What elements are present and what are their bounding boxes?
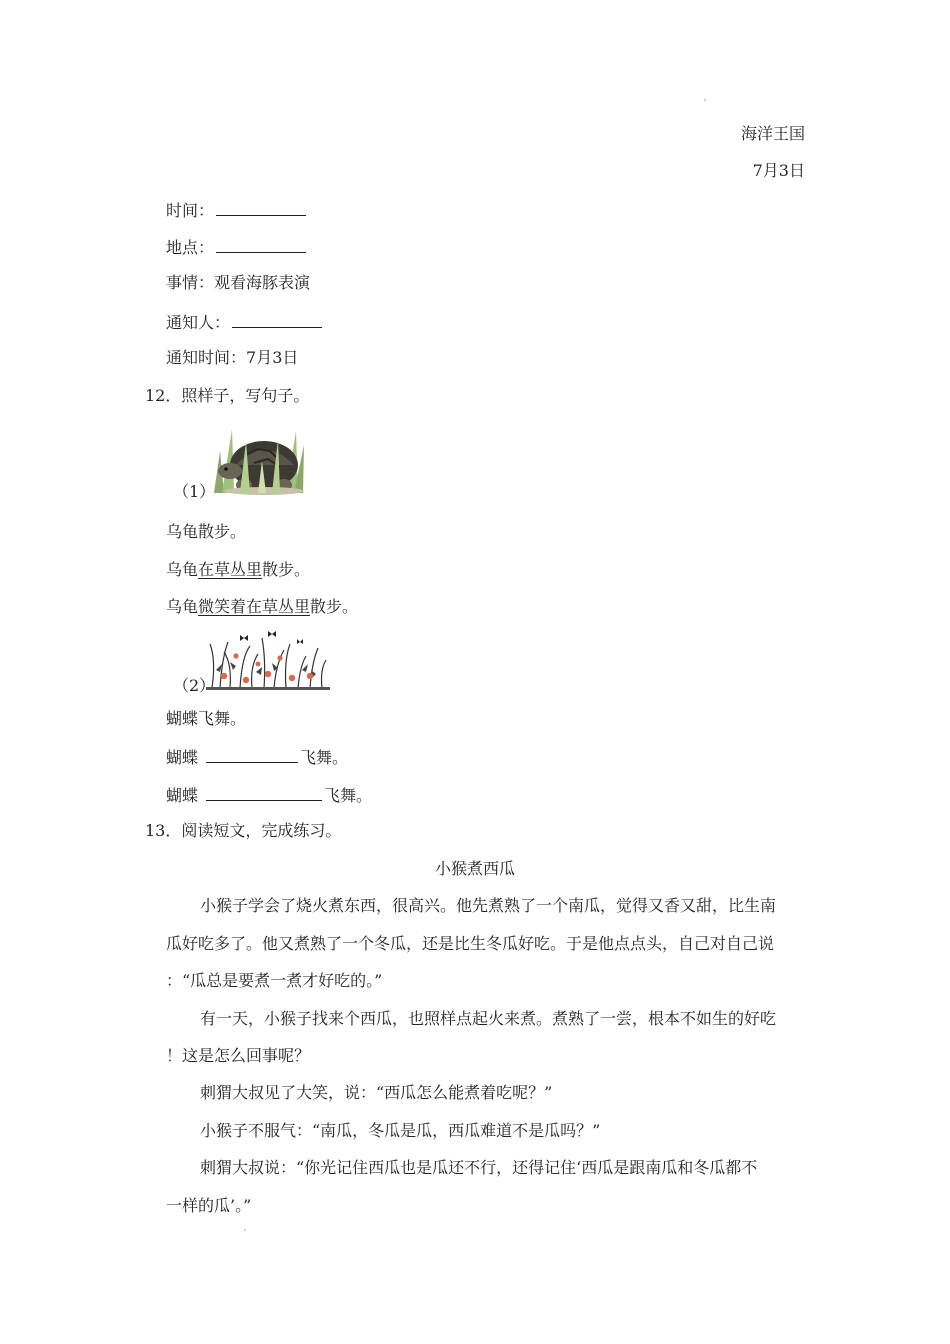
- q12-part1-sentence2: [166, 560, 310, 580]
- passage-title: 小猴煮西瓜: [434, 859, 515, 878]
- event-label: 事情：: [166, 273, 215, 292]
- notifier-label: 通知人：: [166, 313, 231, 332]
- q12-part2-number: （2）: [173, 676, 216, 695]
- scan-speck-2: [244, 1229, 246, 1231]
- sentence2-underlined: 在草丛里: [198, 560, 263, 579]
- butterfly-sentence3-verb: 飞舞。: [324, 786, 373, 805]
- q12-part1-number: （1）: [173, 482, 216, 501]
- place-blank[interactable]: [216, 236, 306, 253]
- butterfly-sentence3-subject: 蝴蝶: [166, 786, 199, 805]
- place-label: 地点：: [166, 238, 215, 257]
- passage-line-9: 一样的瓜’。”: [166, 1196, 252, 1215]
- notify-time-label: 通知时间：: [166, 348, 247, 367]
- q12-heading: 12．照样子，写句子。: [145, 386, 310, 405]
- passage-line-6: 刺猬大叔见了大笑，说：“西瓜怎么能煮着吃呢？”: [200, 1083, 553, 1102]
- butterfly-sentence2-blank[interactable]: [206, 746, 298, 763]
- time-row: [166, 199, 306, 221]
- butterfly-flowers-icon: [206, 630, 330, 690]
- time-blank[interactable]: [216, 199, 306, 216]
- passage-line-1: 小猴子学会了烧火煮东西，很高兴。他先煮熟了一个南瓜，觉得又香又甜，比生南: [200, 896, 777, 915]
- q12-part1-sentence1: 乌龟散步。: [166, 522, 247, 541]
- sentence3-subject: 乌龟: [166, 597, 199, 616]
- passage-line-4: 有一天，小猴子找来个西瓜，也照样点起火来煮。煮熟了一尝，根本不如生的好吃: [200, 1009, 777, 1028]
- sentence2-subject: 乌龟: [166, 560, 199, 579]
- butterfly-sentence2-subject: 蝴蝶: [166, 748, 199, 767]
- q12-part2-sentence2: [166, 746, 348, 768]
- notice-date: 7月3日: [752, 161, 805, 180]
- sentence3-verb: 散步。: [310, 597, 359, 616]
- sentence2-verb: 散步。: [262, 560, 311, 579]
- event-value: 观看海豚表演: [214, 273, 311, 292]
- q12-part2-sentence1: 蝴蝶飞舞。: [166, 709, 247, 728]
- passage-line-8: 刺猬大叔说：“你光记住西瓜也是瓜还不行，还得记住‘西瓜是跟南瓜和冬瓜都不: [200, 1158, 758, 1177]
- sentence3-underlined: 微笑着在草丛里: [198, 597, 311, 616]
- butterfly-sentence2-verb: 飞舞。: [300, 748, 349, 767]
- turtle-icon: [206, 421, 308, 495]
- passage-line-7: 小猴子不服气：“南瓜，冬瓜是瓜，西瓜难道不是瓜吗？”: [200, 1121, 601, 1140]
- notify-time-row: [166, 348, 298, 368]
- notice-org: 海洋王国: [740, 124, 805, 143]
- butterfly-sentence3-blank[interactable]: [206, 784, 322, 801]
- passage-line-2: 瓜好吃多了。他又煮熟了一个冬瓜，还是比生冬瓜好吃。于是他点点头，自己对自己说: [166, 934, 775, 953]
- time-label: 时间：: [166, 201, 215, 220]
- place-row: [166, 236, 306, 258]
- notifier-row: [166, 311, 322, 333]
- q13-heading: 13．阅读短文，完成练习。: [145, 821, 342, 840]
- event-row: [166, 273, 310, 293]
- notify-time-value: 7月3日: [246, 348, 299, 367]
- notifier-blank[interactable]: [232, 311, 322, 328]
- passage-line-3: ：“瓜总是要煮一煮才好吃的。”: [166, 971, 383, 990]
- q12-part2-sentence3: [166, 784, 372, 806]
- passage-line-5: ！这是怎么回事呢？: [166, 1046, 311, 1065]
- q12-part1-sentence3: [166, 597, 358, 617]
- scan-speck: [704, 99, 706, 101]
